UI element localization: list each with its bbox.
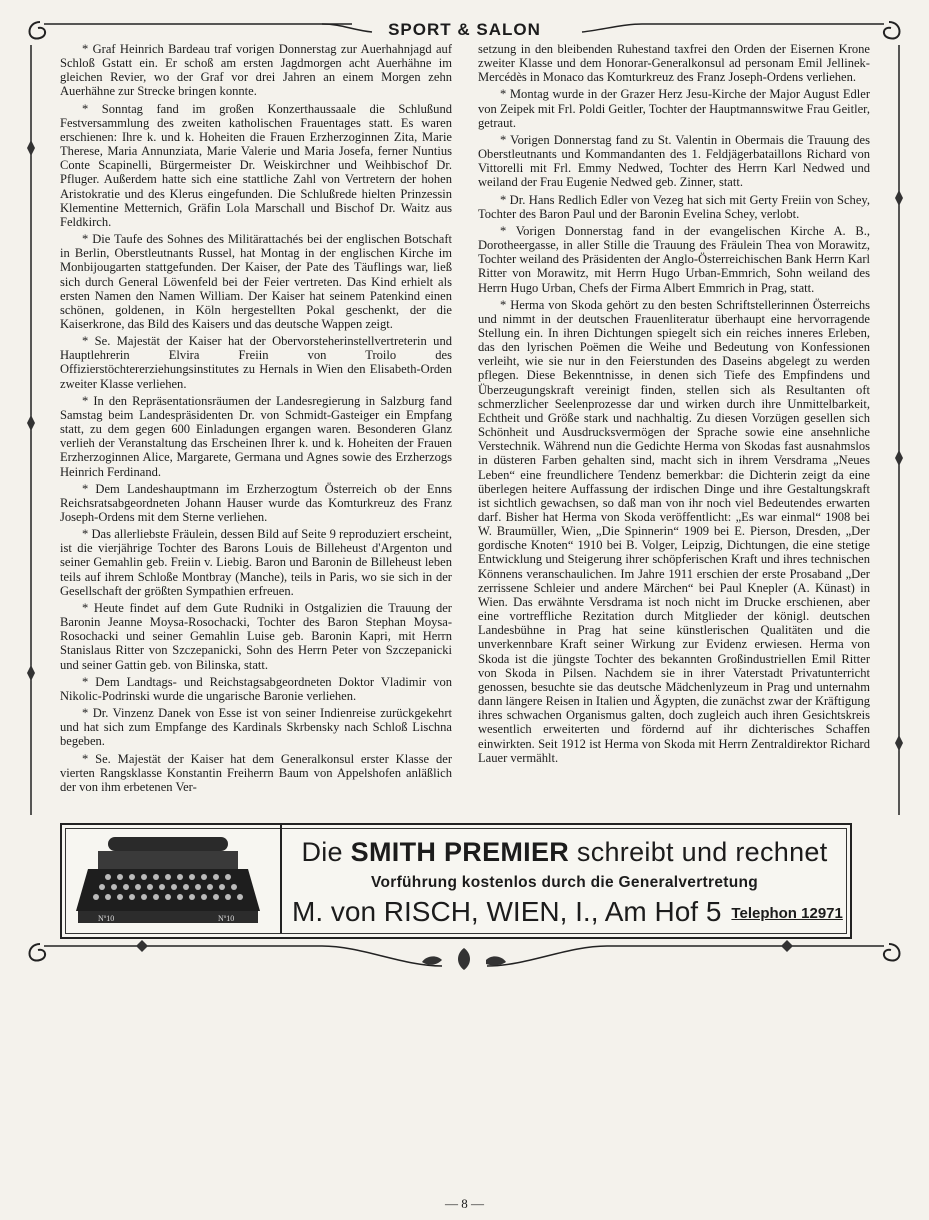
news-item: * Dem Landtags- und Reichstagsabgeordneten Doktor Vladimir von Nikolic-Podrinski wurde die ungarische Baronie verliehen. <box>60 674 452 703</box>
typewriter-label-left: Nº10 <box>98 914 115 923</box>
news-item: * Graf Heinrich Bardeau traf vorigen Donnerstag zur Auerhahnjagd auf Schloß Gstatt ein. Er schoß am ersten Jagdmorgen acht Auerhähne im gleichen Revier, wo der Graf vor drei Jahren an einem Morgen zehn Auerhähne zur Strecke bringen konnte. <box>60 42 452 99</box>
ad-address: M. von RISCH, WIEN, I., Am Hof 5 Telephon 12971 <box>292 896 843 927</box>
right-column <box>478 42 870 812</box>
news-item: * Dr. Hans Redlich Edler von Vezeg hat sich mit Gerty Freiin von Schey, Tochter des Baron Paul und der Baronin Evelina Schey, verlobt. <box>478 192 870 221</box>
news-item: * Die Taufe des Sohnes des Militärattachés bei der englischen Botschaft in Berlin, Oberstleutnants Russel, hat Montag in der englischen Kirche im Monbijougarten stattgefunden. Der Kaiser, der Pate des Täuflings war, ließ sich durch General Löwenfeld bei der Feier vertreten. Das Kind erhielt als ersten Namen den Namen William. Der Kaiser hat seinem Patenkind einen schönen, goldenen, in Köln hergestellten Pokal geschenkt, der die Kaiserkrone, das Bild des Kaisers und das deutsche Wappen zeigt. <box>60 232 452 331</box>
news-item: * Vorigen Donnerstag fand zu St. Valentin in Obermais die Trauung des Oberstleutnants und Kommandanten des 1. Feldjägerbataillons Richard von Vittorelli mit Frl. Emmy Nedwed, Tochter des Herrn Karl Nedwed und weiland der Frau Eugenie Nedwed geb. Zinner, statt. <box>478 132 870 190</box>
page-number: — 8 — <box>445 1196 484 1211</box>
news-item: * Sonntag fand im großen Konzerthaussaale die Schlußund Festversammlung des zweiten katholischen Frauentages statt. Es waren erschienen: Ihre k. und k. Hoheiten die Frauen Erzherzoginnen Zita, Marie Therese, Maria Annunziata, Marie Valerie und Maria Josefa, ferner Nuntius Conte Scapinelli, Bürgermeister Dr. Weiskirchner und Weihbischof Dr. Pfluger. Außerdem hatte sich eine stattliche Zahl von Vertretern der hohen Aristokratie und des Klerus eingefunden. Die Schlußrede hielten Prinzessin Klementine Metternich, Gräfin Lola Marschall und Bischof Dr. Waitz aus Feldkirch. <box>60 101 452 229</box>
article-columns <box>60 42 870 812</box>
news-item: * Se. Majestät der Kaiser hat der Obervorsteherinstellvertreterin und Hauptlehrerin Elvira Freiin von Troilo des Offizierstöchtererziehungsinstitutes zu Hernals in Wien den Elisabeth-Orden zweiter Klasse verliehen. <box>60 334 452 391</box>
typewriter-illustration-icon <box>68 831 268 929</box>
news-item-continued: setzung in den bleibenden Ruhestand taxfrei den Orden der Eisernen Krone zweiter Klasse und dem Honorar-Generalkonsul ad personam Emil Jellinek-Mercédès in Monaco das Komturkreuz des Franz Joseph-Ordens verliehen. <box>478 42 870 85</box>
right-ornament-rule <box>894 45 904 815</box>
left-ornament-rule <box>26 45 36 815</box>
news-item: * Heute findet auf dem Gute Rudniki in Ostgalizien die Trauung der Baronin Jeanne Moysa-Rosochacki, Tochter des Baron Stephan Moysa-Rosochacki und seiner Gemahlin Luise geb. Baronin Kapri, mit Herrn Stanislaus Ritter von Szczepanicki, Sohn des Herrn Peter von Szczepanicki und seiner Gattin geb. von Bilinska, statt. <box>60 600 452 672</box>
left-column <box>60 42 452 812</box>
news-item: * Vorigen Donnerstag fand in der evangelischen Kirche A. B., Dorotheergasse, in aller Stille die Trauung des Fräulein Thea von Morawitz, Tochter weiland des Präsidenten der Anglo-Österreichischen Bank Herrn Karl Ritter von Morawitz, mit Herrn Hugo Urban-Emmrich, Sohn weiland des Herrn Hugo Urban, Chefs der Firma Albert Emmrich in Prag, statt. <box>478 223 870 295</box>
news-item: * Montag wurde in der Grazer Herz Jesu-Kirche der Major August Edler von Zeipek mit Frl. Poldi Geitler, Tochter der Hauptmannswitwe Frau Geitler, getraut. <box>478 87 870 130</box>
page-header-title: SPORT & SALON <box>0 20 929 40</box>
news-item: * Dr. Vinzenz Danek von Esse ist von seiner Indienreise zurückgekehrt und hat sich zum Empfange des Kardinals Skrbensky nach Schloß Lischna begeben. <box>60 706 452 749</box>
ad-phone: Telephon 12971 <box>731 905 843 923</box>
news-item: * Dem Landeshauptmann im Erzherzogtum Österreich ob der Enns Reichsratsabgeordneten Johann Hauser wurde das Komturkreuz des Franz Joseph-Ordens mit dem Sterne verliehen. <box>60 481 452 524</box>
bottom-ornament-frame <box>22 938 907 1198</box>
typewriter-label-right: Nº10 <box>218 914 235 923</box>
news-item: * Se. Majestät der Kaiser hat dem Generalkonsul erster Klasse der vierten Rangsklasse Konstantin Freiherrn Baum von Appelshofen anläßlich der von ihm erbetenen Ver- <box>60 751 452 794</box>
news-item: * Das allerliebste Fräulein, dessen Bild auf Seite 9 reproduziert erscheint, ist die vierjährige Tochter des Barons Louis de Billeheust d'Argenton und seiner Gemahlin geb. Freiin v. Liebig. Baron und Baronin de Billeheust leben teils auf ihrem Schloße Montbray (Manche), teils in Paris, wo sie sich in der Gesellschaft der größten Sympathien erfreuen. <box>60 527 452 598</box>
news-item: * Herma von Skoda gehört zu den besten Schriftstellerinnen Österreichs und nimmt in der deutschen Frauenliteratur überhaupt eine hervorragende Stellung ein. In ihren Dichtungen spiegelt sich ein reiches inneres Erleben, das den lyrischen Poëmen die Weihe und Bedeutung von Konfessionen verleiht, wie sie nur in den Feierstunden des Daseins abgelegt zu werden pflegen. Diese Bekenntnisse, in denen sich Tiefe des Empfindens und Überzeugungskraft vereinigt finden, stellen sich als Resultanten oft schmerzlicher Seelenprozesse dar und wirken durch ihre Unmittelbarkeit, Echtheit und Größe stark und nachhaltig. Zu diesen Vorzügen gesellen sich Schönheit und Ausdrucksvermögen der Sprache sowie eine ansehnliche Verstechnik. Während nun die Gedichte Herma von Skodas fast ausnahmslos in düsteren Farben gehalten sind, macht sich in ihrem Versdrama „Neues Leben“ eine freundlichere Tendenz bemerkbar: die Dichterin zeigt da eine überlegen heitere Auffassung der irdischen Dinge und ihre Gestaltungskraft ist sichtlich gewachsen, so daß man von ihr noch viel Bedeutendes erwarten darf. Bisher hat Herma von Skoda veröffentlicht: „Es war einmal“ 1908 bei W. Braumüller, Wien, „Die Spinnerin“ 1909 bei E. Pierson, Dresden, „Der gordische Knoten“ 1910 bei B. Volger, Leipzig, Dichtungen, die eine stetige Entwicklung und Steigerung ihrer schöpferischen Kraft und ihres technischen Könnens veranschaulichen. Im Jahre 1911 erschien der erste Prosaband „Der zerrissene Schleier und andere Märchen“ bei Paul Knepler (A. Künast) in Wien. Das erwähnte Versdrama ist noch nicht im Drucke erschienen, aber eine vortreffliche Rezitation durch Mitglieder der königl. deutschen Landesbühne in Prag hat seine künstlerischen Qualitäten und die unverkennbare Kraft seiner Wirkung zur Evidenz erwiesen. Herma von Skoda ist die jüngste Tochter des bekannten Großindustriellen Emil Ritter von Skoda in Pilsen. Nachdem sie in ihrer Vaterstadt Privatunterricht genossen, besuchte sie das deutsche Mädchenlyzeum in Prag und unternahm dann längere Reisen in Italien und Ägypten, die zunächst zwar der Kräftigung ihres schwachen Organismus galten, doch zugleich auch ihren Gesichtskreis wesentlich erweiterten und fördernd auf ihr dichterisches Schaffen einwirkten. Seit 1912 ist Herma von Skoda mit Herrn Zentraldirektor Richard Lauer vermählt. <box>478 297 870 765</box>
ad-subline: Vorführung kostenlos durch die Generalvertretung <box>370 874 759 891</box>
advertisement-text-panel <box>280 825 847 933</box>
news-item: * In den Repräsentationsräumen der Landesregierung in Salzburg fand Samstag beim Landespräsidenten Dr. von Schmidt-Gasteiger ein Empfang statt, zu dem gegen 600 Einladungen ergangen waren. Besonderen Glanz verlieh der Veranstaltung das Erscheinen Ihrer k. und k. Hoheiten der Frauen Erzherzoginnen Alice, Margarete, Germana und Agnes sowie des Erzherzogs Heinrich Ferdinand. <box>60 393 452 479</box>
ad-brand-name: SMITH PREMIER <box>350 837 570 867</box>
smith-premier-advertisement <box>60 823 852 939</box>
ad-headline: Die SMITH PREMIER schreibt und rechnet <box>301 837 828 867</box>
